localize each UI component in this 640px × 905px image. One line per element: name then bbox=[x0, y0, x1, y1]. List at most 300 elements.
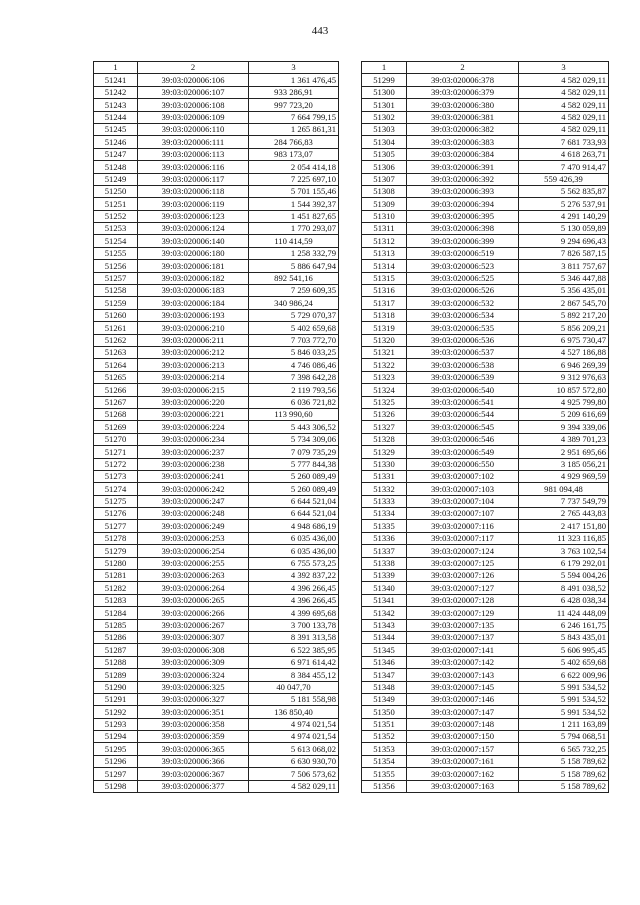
cadastral-number-cell: 39:03:020006:367 bbox=[138, 768, 249, 780]
table-row bbox=[94, 768, 339, 780]
table-row bbox=[94, 148, 339, 160]
cadastral-number-cell: 39:03:020006:394 bbox=[407, 198, 519, 210]
table-row bbox=[362, 161, 609, 173]
row-number-cell: 51300 bbox=[362, 86, 407, 98]
cadastral-number-cell: 39:03:020006:526 bbox=[407, 285, 519, 297]
value-cell: 11 424 448,09 bbox=[519, 607, 609, 619]
value-cell: 2 867 545,70 bbox=[519, 297, 609, 309]
cadastral-number-cell: 39:03:020006:255 bbox=[138, 557, 249, 569]
row-number-cell: 51302 bbox=[362, 111, 407, 123]
table-row bbox=[362, 644, 609, 656]
cadastral-number-cell: 39:03:020007:162 bbox=[407, 768, 519, 780]
cadastral-number-cell: 39:03:020006:110 bbox=[138, 123, 249, 135]
value-cell: 7 470 914,47 bbox=[519, 161, 609, 173]
value-cell: 5 794 068,51 bbox=[519, 731, 609, 743]
cadastral-number-cell: 39:03:020006:381 bbox=[407, 111, 519, 123]
cadastral-number-cell: 39:03:020006:237 bbox=[138, 446, 249, 458]
cadastral-number-cell: 39:03:020006:383 bbox=[407, 136, 519, 148]
table-row bbox=[362, 359, 609, 371]
table-row bbox=[362, 755, 609, 767]
row-number-cell: 51241 bbox=[94, 74, 138, 86]
row-number-cell: 51307 bbox=[362, 173, 407, 185]
table-row bbox=[362, 309, 609, 321]
table-row bbox=[94, 223, 339, 235]
value-cell: 9 312 976,63 bbox=[519, 371, 609, 383]
cadastral-number-cell: 39:03:020006:525 bbox=[407, 272, 519, 284]
cadastral-number-cell: 39:03:020006:253 bbox=[138, 532, 249, 544]
row-number-cell: 51324 bbox=[362, 384, 407, 396]
cadastral-number-cell: 39:03:020006:539 bbox=[407, 371, 519, 383]
value-cell: 981 094,48 bbox=[519, 483, 609, 495]
cadastral-number-cell: 39:03:020006:212 bbox=[138, 346, 249, 358]
row-number-cell: 51334 bbox=[362, 508, 407, 520]
value-cell: 10 857 572,80 bbox=[519, 384, 609, 396]
value-cell: 5 402 659,68 bbox=[519, 656, 609, 668]
row-number-cell: 51348 bbox=[362, 681, 407, 693]
value-cell: 7 506 573,62 bbox=[249, 768, 339, 780]
table-row bbox=[362, 260, 609, 272]
table-row bbox=[94, 681, 339, 693]
table-row bbox=[362, 408, 609, 420]
cadastral-number-cell: 39:03:020006:241 bbox=[138, 470, 249, 482]
value-cell: 6 622 009,96 bbox=[519, 669, 609, 681]
cadastral-number-cell: 39:03:020006:211 bbox=[138, 334, 249, 346]
table-row bbox=[362, 458, 609, 470]
cadastral-number-cell: 39:03:020006:254 bbox=[138, 545, 249, 557]
value-cell: 1 265 861,31 bbox=[249, 123, 339, 135]
row-number-cell: 51349 bbox=[362, 693, 407, 705]
table-row bbox=[362, 247, 609, 259]
cadastral-number-cell: 39:03:020006:108 bbox=[138, 99, 249, 111]
row-number-cell: 51341 bbox=[362, 594, 407, 606]
row-number-cell: 51308 bbox=[362, 185, 407, 197]
row-number-cell: 51327 bbox=[362, 421, 407, 433]
value-cell: 4 396 266,45 bbox=[249, 582, 339, 594]
cadastral-number-cell: 39:03:020006:265 bbox=[138, 594, 249, 606]
value-cell: 6 946 269,39 bbox=[519, 359, 609, 371]
table-row bbox=[362, 346, 609, 358]
cadastral-number-cell: 39:03:020007:124 bbox=[407, 545, 519, 557]
row-number-cell: 51354 bbox=[362, 755, 407, 767]
value-cell: 6 428 038,34 bbox=[519, 594, 609, 606]
table-row bbox=[94, 198, 339, 210]
value-cell: 4 929 969,59 bbox=[519, 470, 609, 482]
value-cell: 5 843 435,01 bbox=[519, 631, 609, 643]
table-row bbox=[94, 309, 339, 321]
table-row bbox=[94, 706, 339, 718]
value-cell: 5 158 789,62 bbox=[519, 780, 609, 792]
cadastral-number-cell: 39:03:020006:358 bbox=[138, 718, 249, 730]
cadastral-number-cell: 39:03:020007:128 bbox=[407, 594, 519, 606]
row-number-cell: 51312 bbox=[362, 235, 407, 247]
row-number-cell: 51351 bbox=[362, 718, 407, 730]
row-number-cell: 51330 bbox=[362, 458, 407, 470]
row-number-cell: 51256 bbox=[94, 260, 138, 272]
table-row bbox=[94, 718, 339, 730]
table-row bbox=[362, 532, 609, 544]
row-number-cell: 51291 bbox=[94, 693, 138, 705]
table-row bbox=[94, 545, 339, 557]
table-row bbox=[94, 99, 339, 111]
row-number-cell: 51347 bbox=[362, 669, 407, 681]
table-row bbox=[362, 198, 609, 210]
table-row bbox=[362, 669, 609, 681]
cadastral-number-cell: 39:03:020006:184 bbox=[138, 297, 249, 309]
value-cell: 40 047,70 bbox=[249, 681, 339, 693]
table-row bbox=[94, 458, 339, 470]
page-number: 443 bbox=[311, 25, 329, 37]
table-row bbox=[362, 656, 609, 668]
cadastral-number-cell: 39:03:020007:141 bbox=[407, 644, 519, 656]
value-cell: 5 734 309,06 bbox=[249, 433, 339, 445]
row-number-cell: 51310 bbox=[362, 210, 407, 222]
value-cell: 7 681 733,93 bbox=[519, 136, 609, 148]
row-number-cell: 51335 bbox=[362, 520, 407, 532]
value-cell: 6 975 730,47 bbox=[519, 334, 609, 346]
row-number-cell: 51328 bbox=[362, 433, 407, 445]
table-row bbox=[94, 371, 339, 383]
table-header-row bbox=[94, 62, 339, 74]
table-row bbox=[94, 86, 339, 98]
table-row bbox=[94, 693, 339, 705]
table-row bbox=[94, 272, 339, 284]
row-number-cell: 51294 bbox=[94, 731, 138, 743]
row-number-cell: 51314 bbox=[362, 260, 407, 272]
row-number-cell: 51249 bbox=[94, 173, 138, 185]
cadastral-number-cell: 39:03:020006:366 bbox=[138, 755, 249, 767]
row-number-cell: 51301 bbox=[362, 99, 407, 111]
cadastral-number-cell: 39:03:020006:266 bbox=[138, 607, 249, 619]
row-number-cell: 51350 bbox=[362, 706, 407, 718]
table-row bbox=[94, 247, 339, 259]
cadastral-number-cell: 39:03:020006:324 bbox=[138, 669, 249, 681]
value-cell: 8 491 038,52 bbox=[519, 582, 609, 594]
value-cell: 5 260 089,49 bbox=[249, 483, 339, 495]
row-number-cell: 51257 bbox=[94, 272, 138, 284]
cadastral-number-cell: 39:03:020007:163 bbox=[407, 780, 519, 792]
table-row bbox=[94, 557, 339, 569]
cadastral-number-cell: 39:03:020007:137 bbox=[407, 631, 519, 643]
row-number-cell: 51289 bbox=[94, 669, 138, 681]
row-number-cell: 51290 bbox=[94, 681, 138, 693]
table-row bbox=[94, 396, 339, 408]
row-number-cell: 51320 bbox=[362, 334, 407, 346]
table-row bbox=[362, 74, 609, 86]
cadastral-number-cell: 39:03:020006:249 bbox=[138, 520, 249, 532]
value-cell: 7 664 799,15 bbox=[249, 111, 339, 123]
cadastral-number-cell: 39:03:020006:213 bbox=[138, 359, 249, 371]
cadastral-number-cell: 39:03:020007:146 bbox=[407, 693, 519, 705]
table-row bbox=[94, 359, 339, 371]
table-row bbox=[362, 483, 609, 495]
right-registry-table bbox=[361, 61, 609, 793]
value-cell: 4 582 029,11 bbox=[519, 111, 609, 123]
table-row bbox=[94, 136, 339, 148]
table-row bbox=[362, 136, 609, 148]
row-number-cell: 51333 bbox=[362, 495, 407, 507]
value-cell: 4 746 086,46 bbox=[249, 359, 339, 371]
table-row bbox=[94, 161, 339, 173]
table-row bbox=[94, 322, 339, 334]
row-number-cell: 51313 bbox=[362, 247, 407, 259]
cadastral-number-cell: 39:03:020007:150 bbox=[407, 731, 519, 743]
column-header: 2 bbox=[407, 62, 519, 74]
row-number-cell: 51344 bbox=[362, 631, 407, 643]
row-number-cell: 51304 bbox=[362, 136, 407, 148]
table-row bbox=[94, 235, 339, 247]
row-number-cell: 51264 bbox=[94, 359, 138, 371]
table-row bbox=[94, 173, 339, 185]
value-cell: 5 892 217,20 bbox=[519, 309, 609, 321]
cadastral-number-cell: 39:03:020006:210 bbox=[138, 322, 249, 334]
table-row bbox=[362, 768, 609, 780]
value-cell: 5 260 089,49 bbox=[249, 470, 339, 482]
value-cell: 5 402 659,68 bbox=[249, 322, 339, 334]
table-row bbox=[362, 631, 609, 643]
table-row bbox=[362, 285, 609, 297]
table-row bbox=[362, 223, 609, 235]
table-row bbox=[362, 148, 609, 160]
row-number-cell: 51254 bbox=[94, 235, 138, 247]
row-number-cell: 51316 bbox=[362, 285, 407, 297]
table-row bbox=[362, 86, 609, 98]
row-number-cell: 51281 bbox=[94, 570, 138, 582]
table-row bbox=[362, 272, 609, 284]
table-row bbox=[94, 582, 339, 594]
value-cell: 4 925 799,80 bbox=[519, 396, 609, 408]
table-row bbox=[94, 185, 339, 197]
value-cell: 4 399 695,68 bbox=[249, 607, 339, 619]
value-cell: 3 185 056,21 bbox=[519, 458, 609, 470]
value-cell: 7 737 549,79 bbox=[519, 495, 609, 507]
cadastral-number-cell: 39:03:020007:104 bbox=[407, 495, 519, 507]
cadastral-number-cell: 39:03:020007:103 bbox=[407, 483, 519, 495]
table-row bbox=[94, 619, 339, 631]
row-number-cell: 51311 bbox=[362, 223, 407, 235]
cadastral-number-cell: 39:03:020006:532 bbox=[407, 297, 519, 309]
cadastral-number-cell: 39:03:020006:248 bbox=[138, 508, 249, 520]
table-row bbox=[362, 433, 609, 445]
column-header: 2 bbox=[138, 62, 249, 74]
row-number-cell: 51295 bbox=[94, 743, 138, 755]
value-cell: 7 826 587,15 bbox=[519, 247, 609, 259]
value-cell: 6 565 732,25 bbox=[519, 743, 609, 755]
table-row bbox=[94, 656, 339, 668]
cadastral-number-cell: 39:03:020006:537 bbox=[407, 346, 519, 358]
table-row bbox=[94, 532, 339, 544]
table-row bbox=[94, 297, 339, 309]
row-number-cell: 51296 bbox=[94, 755, 138, 767]
row-number-cell: 51321 bbox=[362, 346, 407, 358]
cadastral-number-cell: 39:03:020006:325 bbox=[138, 681, 249, 693]
value-cell: 2 765 443,83 bbox=[519, 508, 609, 520]
cadastral-number-cell: 39:03:020007:127 bbox=[407, 582, 519, 594]
row-number-cell: 51267 bbox=[94, 396, 138, 408]
row-number-cell: 51250 bbox=[94, 185, 138, 197]
cadastral-number-cell: 39:03:020006:391 bbox=[407, 161, 519, 173]
cadastral-number-cell: 39:03:020007:129 bbox=[407, 607, 519, 619]
value-cell: 892 541,16 bbox=[249, 272, 339, 284]
row-number-cell: 51326 bbox=[362, 408, 407, 420]
value-cell: 1 361 476,45 bbox=[249, 74, 339, 86]
table-row bbox=[362, 557, 609, 569]
table-row bbox=[94, 669, 339, 681]
value-cell: 4 389 701,23 bbox=[519, 433, 609, 445]
cadastral-number-cell: 39:03:020007:135 bbox=[407, 619, 519, 631]
row-number-cell: 51246 bbox=[94, 136, 138, 148]
value-cell: 7 259 609,35 bbox=[249, 285, 339, 297]
cadastral-number-cell: 39:03:020007:102 bbox=[407, 470, 519, 482]
cadastral-number-cell: 39:03:020006:111 bbox=[138, 136, 249, 148]
table-row bbox=[362, 594, 609, 606]
table-row bbox=[362, 731, 609, 743]
cadastral-number-cell: 39:03:020006:234 bbox=[138, 433, 249, 445]
row-number-cell: 51329 bbox=[362, 446, 407, 458]
value-cell: 6 644 521,04 bbox=[249, 508, 339, 520]
cadastral-number-cell: 39:03:020006:193 bbox=[138, 309, 249, 321]
table-row bbox=[362, 235, 609, 247]
value-cell: 933 286,91 bbox=[249, 86, 339, 98]
cadastral-number-cell: 39:03:020006:395 bbox=[407, 210, 519, 222]
row-number-cell: 51323 bbox=[362, 371, 407, 383]
value-cell: 4 396 266,45 bbox=[249, 594, 339, 606]
value-cell: 6 246 161,75 bbox=[519, 619, 609, 631]
table-row bbox=[362, 545, 609, 557]
value-cell: 7 225 697,10 bbox=[249, 173, 339, 185]
table-row bbox=[94, 495, 339, 507]
table-row bbox=[362, 173, 609, 185]
table-row bbox=[362, 470, 609, 482]
row-number-cell: 51322 bbox=[362, 359, 407, 371]
row-number-cell: 51269 bbox=[94, 421, 138, 433]
value-cell: 5 777 844,38 bbox=[249, 458, 339, 470]
cadastral-number-cell: 39:03:020006:545 bbox=[407, 421, 519, 433]
left-registry-table bbox=[93, 61, 339, 793]
row-number-cell: 51297 bbox=[94, 768, 138, 780]
value-cell: 4 582 029,11 bbox=[519, 123, 609, 135]
cadastral-number-cell: 39:03:020006:247 bbox=[138, 495, 249, 507]
value-cell: 559 426,39 bbox=[519, 173, 609, 185]
value-cell: 4 974 021,54 bbox=[249, 731, 339, 743]
value-cell: 340 986,24 bbox=[249, 297, 339, 309]
cadastral-number-cell: 39:03:020007:107 bbox=[407, 508, 519, 520]
row-number-cell: 51345 bbox=[362, 644, 407, 656]
cadastral-number-cell: 39:03:020006:242 bbox=[138, 483, 249, 495]
cadastral-number-cell: 39:03:020006:215 bbox=[138, 384, 249, 396]
cadastral-number-cell: 39:03:020006:263 bbox=[138, 570, 249, 582]
cadastral-number-cell: 39:03:020006:220 bbox=[138, 396, 249, 408]
cadastral-number-cell: 39:03:020006:309 bbox=[138, 656, 249, 668]
row-number-cell: 51318 bbox=[362, 309, 407, 321]
row-number-cell: 51245 bbox=[94, 123, 138, 135]
table-row bbox=[94, 446, 339, 458]
value-cell: 2 119 793,56 bbox=[249, 384, 339, 396]
row-number-cell: 51339 bbox=[362, 570, 407, 582]
row-number-cell: 51258 bbox=[94, 285, 138, 297]
value-cell: 5 562 835,87 bbox=[519, 185, 609, 197]
row-number-cell: 51242 bbox=[94, 86, 138, 98]
value-cell: 5 346 447,88 bbox=[519, 272, 609, 284]
cadastral-number-cell: 39:03:020007:125 bbox=[407, 557, 519, 569]
table-row bbox=[362, 706, 609, 718]
value-cell: 6 971 614,42 bbox=[249, 656, 339, 668]
cadastral-number-cell: 39:03:020006:183 bbox=[138, 285, 249, 297]
cadastral-number-cell: 39:03:020006:398 bbox=[407, 223, 519, 235]
value-cell: 7 079 735,29 bbox=[249, 446, 339, 458]
row-number-cell: 51283 bbox=[94, 594, 138, 606]
value-cell: 6 179 292,01 bbox=[519, 557, 609, 569]
value-cell: 284 766,83 bbox=[249, 136, 339, 148]
table-row bbox=[94, 74, 339, 86]
row-number-cell: 51305 bbox=[362, 148, 407, 160]
table-row bbox=[94, 607, 339, 619]
table-row bbox=[362, 185, 609, 197]
row-number-cell: 51260 bbox=[94, 309, 138, 321]
table-row bbox=[362, 718, 609, 730]
row-number-cell: 51288 bbox=[94, 656, 138, 668]
row-number-cell: 51356 bbox=[362, 780, 407, 792]
value-cell: 5 701 155,46 bbox=[249, 185, 339, 197]
row-number-cell: 51299 bbox=[362, 74, 407, 86]
row-number-cell: 51303 bbox=[362, 123, 407, 135]
cadastral-number-cell: 39:03:020006:106 bbox=[138, 74, 249, 86]
cadastral-number-cell: 39:03:020006:377 bbox=[138, 780, 249, 792]
value-cell: 113 990,60 bbox=[249, 408, 339, 420]
cadastral-number-cell: 39:03:020006:118 bbox=[138, 185, 249, 197]
value-cell: 5 594 004,26 bbox=[519, 570, 609, 582]
row-number-cell: 51263 bbox=[94, 346, 138, 358]
table-row bbox=[94, 210, 339, 222]
cadastral-number-cell: 39:03:020006:393 bbox=[407, 185, 519, 197]
cadastral-number-cell: 39:03:020006:379 bbox=[407, 86, 519, 98]
cadastral-number-cell: 39:03:020006:116 bbox=[138, 161, 249, 173]
cadastral-number-cell: 39:03:020006:399 bbox=[407, 235, 519, 247]
cadastral-number-cell: 39:03:020006:523 bbox=[407, 260, 519, 272]
row-number-cell: 51343 bbox=[362, 619, 407, 631]
row-number-cell: 51243 bbox=[94, 99, 138, 111]
cadastral-number-cell: 39:03:020006:549 bbox=[407, 446, 519, 458]
row-number-cell: 51253 bbox=[94, 223, 138, 235]
table-row bbox=[362, 322, 609, 334]
cadastral-number-cell: 39:03:020007:117 bbox=[407, 532, 519, 544]
cadastral-number-cell: 39:03:020006:180 bbox=[138, 247, 249, 259]
cadastral-number-cell: 39:03:020006:124 bbox=[138, 223, 249, 235]
row-number-cell: 51319 bbox=[362, 322, 407, 334]
cadastral-number-cell: 39:03:020006:109 bbox=[138, 111, 249, 123]
cadastral-number-cell: 39:03:020006:359 bbox=[138, 731, 249, 743]
table-row bbox=[362, 111, 609, 123]
row-number-cell: 51337 bbox=[362, 545, 407, 557]
table-row bbox=[94, 433, 339, 445]
table-row bbox=[94, 631, 339, 643]
table-row bbox=[94, 570, 339, 582]
row-number-cell: 51331 bbox=[362, 470, 407, 482]
value-cell: 6 630 930,70 bbox=[249, 755, 339, 767]
value-cell: 110 414,59 bbox=[249, 235, 339, 247]
value-cell: 9 394 339,06 bbox=[519, 421, 609, 433]
value-cell: 4 582 029,11 bbox=[249, 780, 339, 792]
row-number-cell: 51265 bbox=[94, 371, 138, 383]
column-header: 1 bbox=[94, 62, 138, 74]
row-number-cell: 51325 bbox=[362, 396, 407, 408]
value-cell: 6 035 436,00 bbox=[249, 532, 339, 544]
table-row bbox=[362, 780, 609, 792]
row-number-cell: 51268 bbox=[94, 408, 138, 420]
column-header: 3 bbox=[249, 62, 339, 74]
cadastral-number-cell: 39:03:020006:384 bbox=[407, 148, 519, 160]
value-cell: 1 770 293,07 bbox=[249, 223, 339, 235]
cadastral-number-cell: 39:03:020006:327 bbox=[138, 693, 249, 705]
